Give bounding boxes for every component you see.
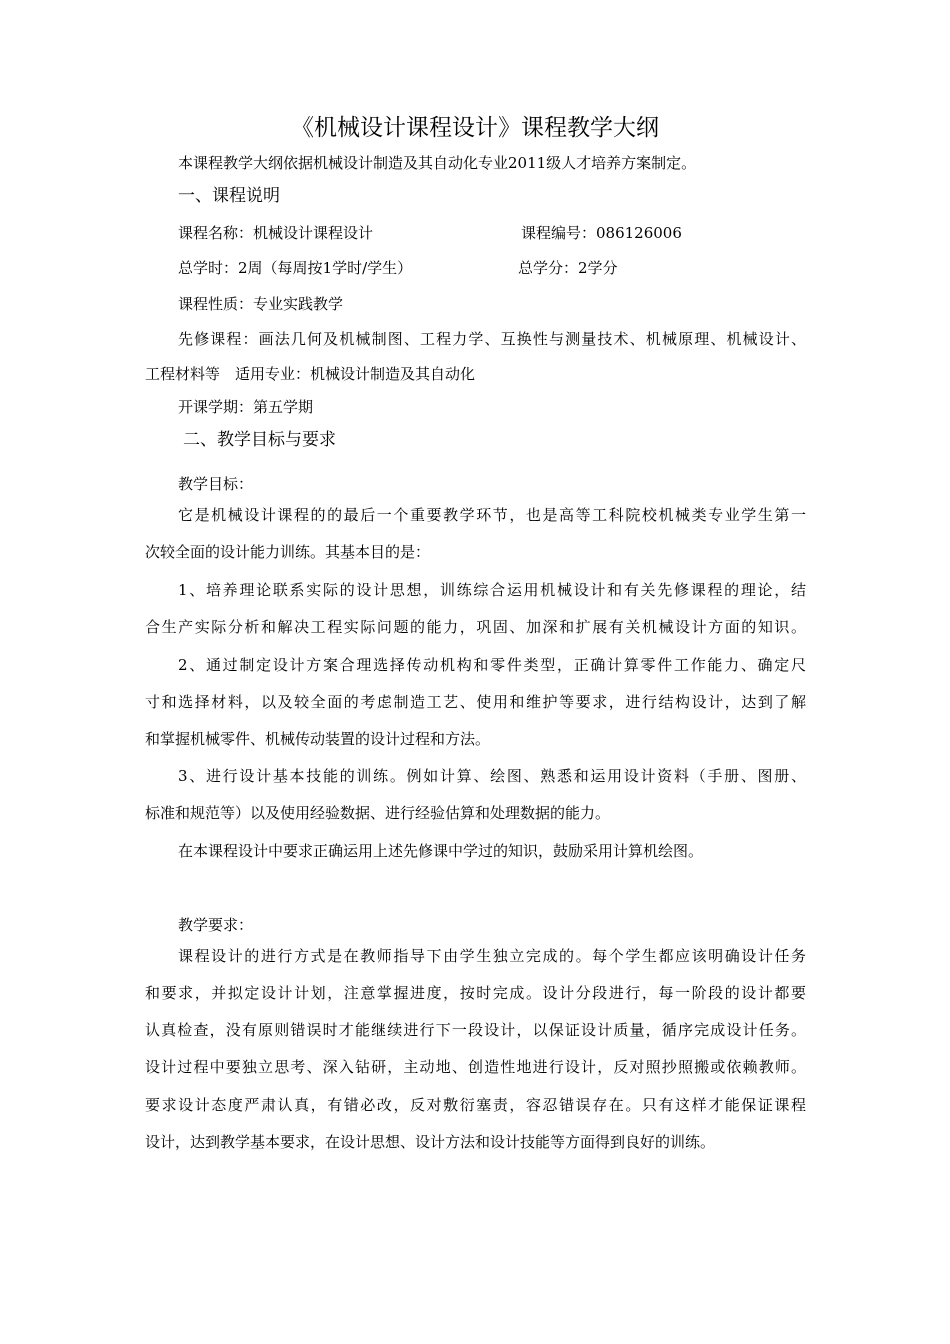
document-title: 《机械设计课程设计》课程教学大纲 [291,115,659,141]
goal-label: 教学目标： [178,475,254,493]
total-hours: 总学时：2周（每周按1学时/学生） [178,259,413,277]
computer-drawing-note: 在本课程设计中要求正确运用上述先修课中学过的知识，鼓励采用计算机绘图。 [178,842,704,860]
course-code: 课程编号：086126006 [521,224,682,242]
semester: 开课学期：第五学期 [178,398,314,416]
goal-item-2-line-1: 2、通过制定设计方案合理选择传动机构和零件类型，正确计算零件工作能力、确定尺 [178,656,806,674]
requirements-line-1: 课程设计的进行方式是在教师指导下由学生独立完成的。每个学生都应该明确设计任务 [178,947,806,965]
intro-text: 本课程教学大纲依据机械设计制造及其自动化专业2011级人才培养方案制定。 [178,154,697,172]
total-credits: 总学分：2学分 [518,259,618,277]
requirements-label: 教学要求： [178,916,254,934]
goal-item-3-line-2: 标准和规范等）以及使用经验数据、进行经验估算和处理数据的能力。 [145,804,611,822]
requirements-line-6: 设计，达到教学基本要求，在设计思想、设计方法和设计技能等方面得到良好的训练。 [145,1133,716,1151]
section-heading-course-description: 一、课程说明 [178,186,280,206]
goal-item-2-line-3: 和掌握机械零件、机械传动装置的设计过程和方法。 [145,730,491,748]
requirements-line-4: 设计过程中要独立思考、深入钻研，主动地、创造性地进行设计，反对照抄照搬或依赖教师。 [145,1058,806,1076]
requirements-line-5: 要求设计态度严肃认真，有错必改，反对敷衍塞责，容忍错误存在。只有这样才能保证课程 [145,1096,806,1114]
prerequisites-line-2: 工程材料等 适用专业：机械设计制造及其自动化 [145,365,476,383]
section-heading-goals: 二、教学目标与要求 [183,430,336,450]
goal-item-3-line-1: 3、进行设计基本技能的训练。例如计算、绘图、熟悉和运用设计资料（手册、图册、 [178,767,806,785]
goal-item-2-line-2: 寸和选择材料，以及较全面的考虑制造工艺、使用和维护等要求，进行结构设计，达到了解 [145,693,806,711]
goal-item-1-line-2: 合生产实际分析和解决工程实际问题的能力，巩固、加深和扩展有关机械设计方面的知识。 [145,618,806,636]
requirements-line-3: 认真检查，没有原则错误时才能继续进行下一段设计，以保证设计质量，循序完成设计任务。 [145,1021,806,1039]
goal-paragraph-line-1: 它是机械设计课程的的最后一个重要教学环节，也是高等工科院校机械类专业学生第一 [178,506,806,524]
prerequisites-line-1: 先修课程：画法几何及机械制图、工程力学、互换性与测量技术、机械原理、机械设计、 [178,330,806,348]
course-nature: 课程性质：专业实践教学 [178,295,344,313]
course-name: 课程名称：机械设计课程设计 [178,224,374,242]
goal-item-1-line-1: 1、培养理论联系实际的设计思想，训练综合运用机械设计和有关先修课程的理论，结 [178,581,806,599]
requirements-line-2: 和要求，并拟定设计计划，注意掌握进度，按时完成。设计分段进行，每一阶段的设计都要 [145,984,806,1002]
goal-paragraph-line-2: 次较全面的设计能力训练。其基本目的是： [145,543,431,561]
